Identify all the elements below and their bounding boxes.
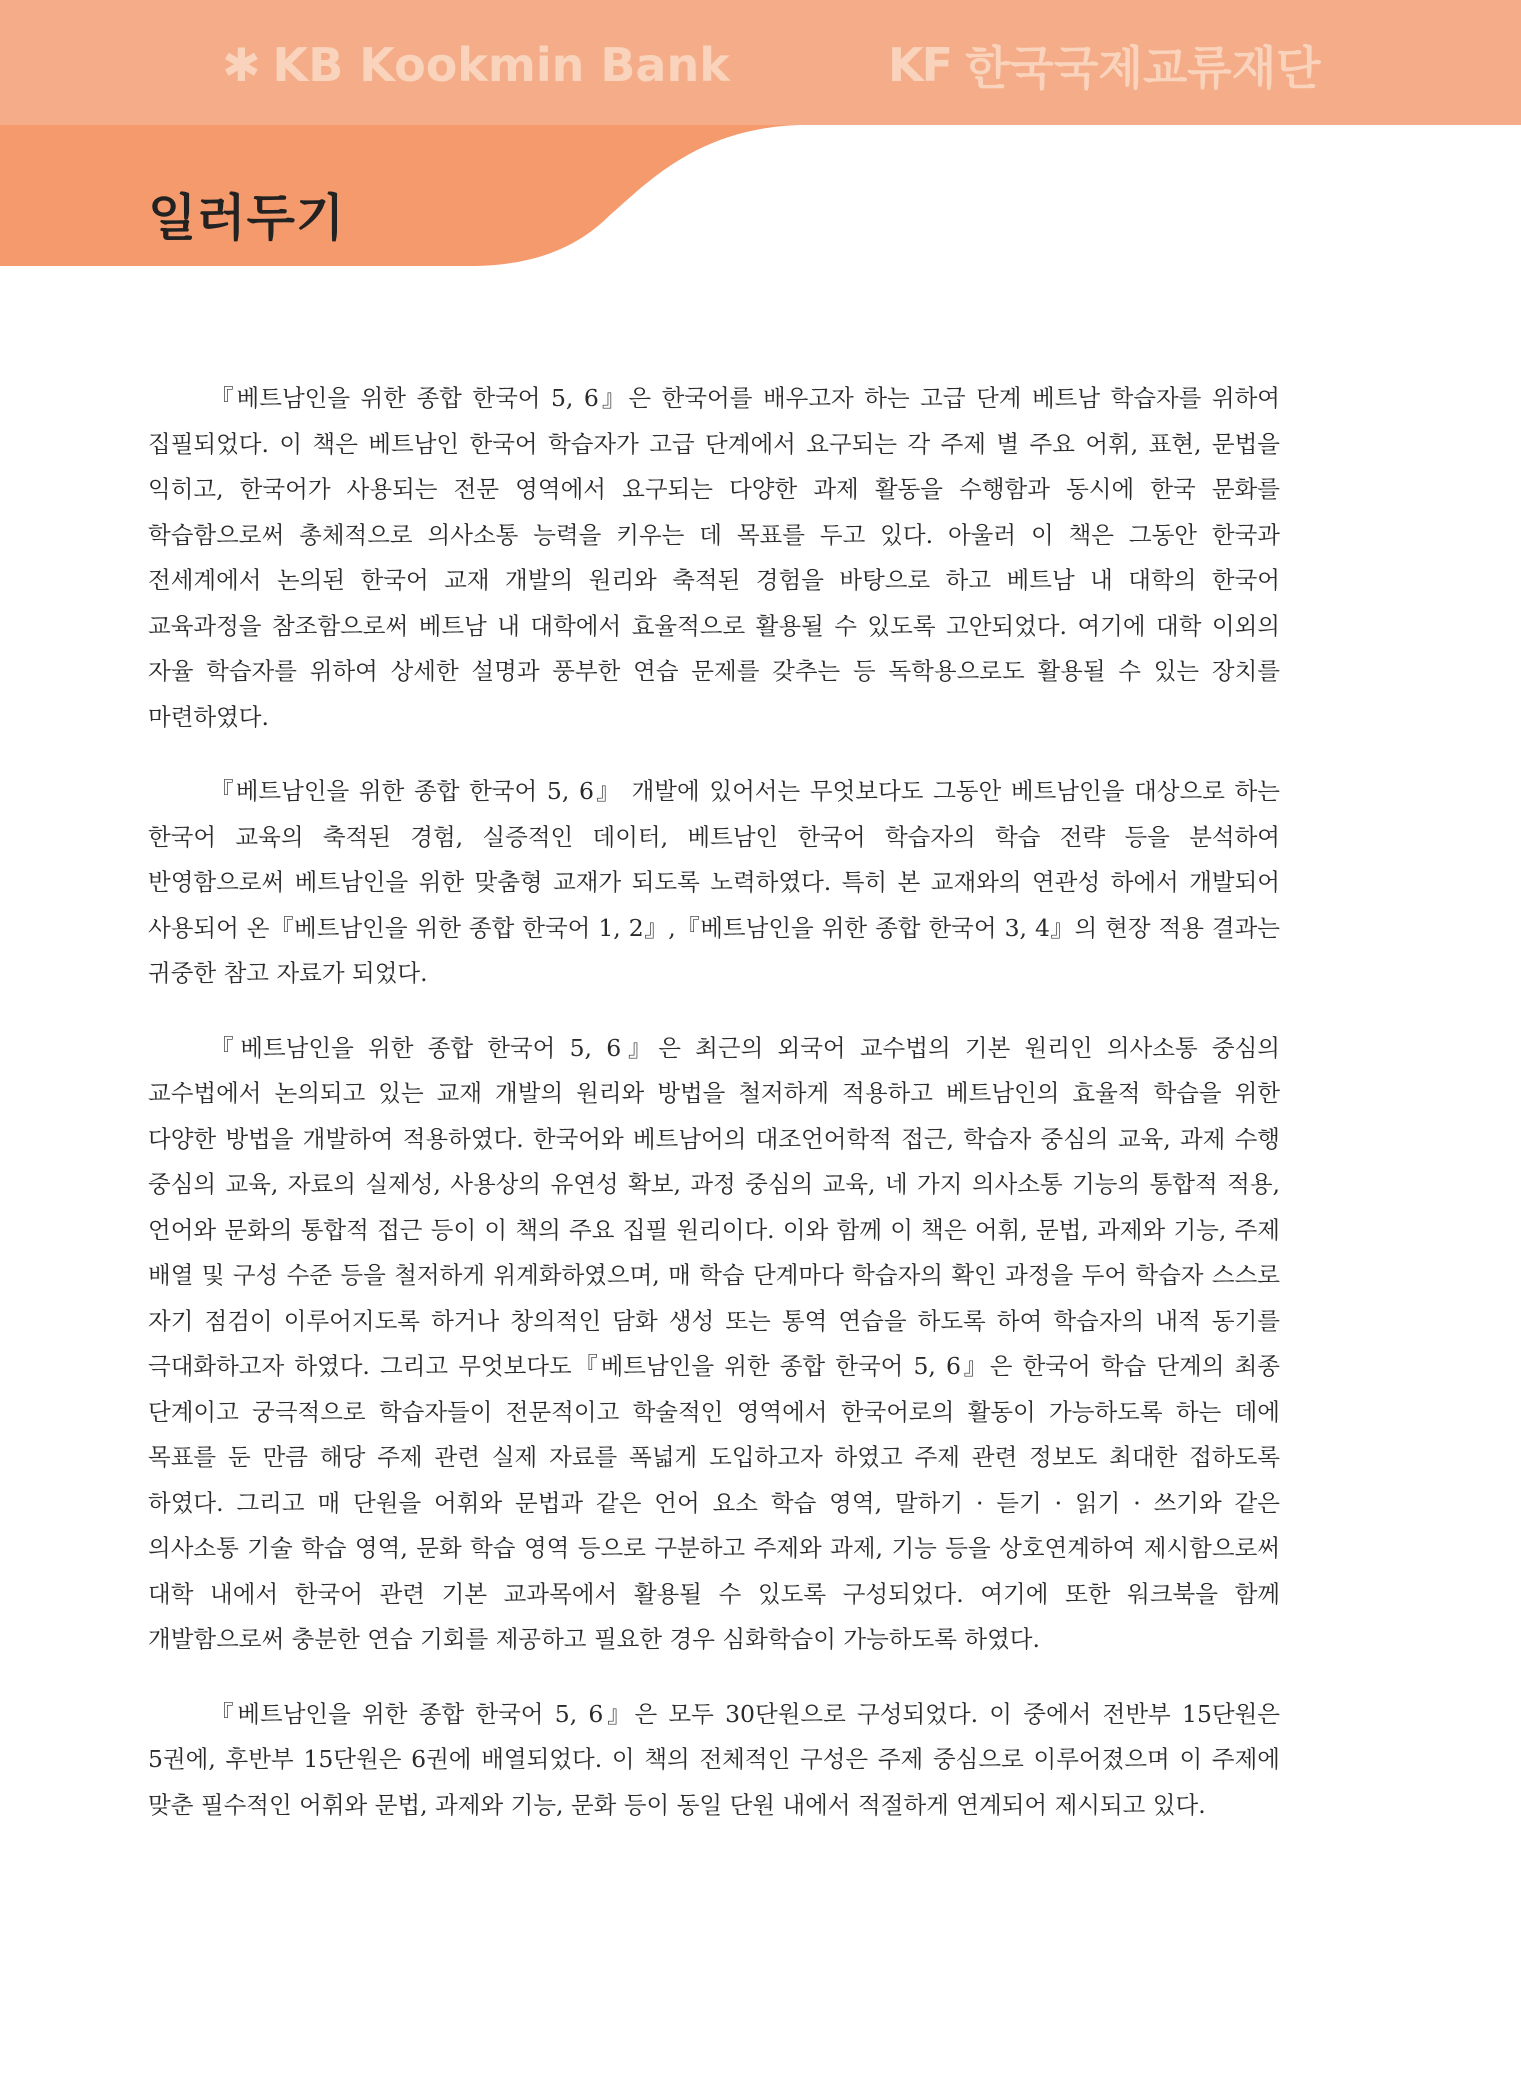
kb-star-icon: ✱ (222, 38, 259, 92)
paragraph-development: 『베트남인을 위한 종합 한국어 5, 6』 개발에 있어서는 무엇보다도 그동안 베트남인을 대상으로 하는 한국어 교육의 축적된 경험, 실증적인 데이터, 베트남인 한국어 학습자의 학습 전략 등을 분석하여 반영함으로써 베트남인을 위한 맞춤형 교재가 되도록 노력하였다. 특히 본 교재와의 연관성 하에서 개발되어 사용되어 온『베트남인을 위한 종합 한국어 1, 2』,『베트남인을 위한 종합 한국어 3, 4』의 현장 적용 결과는 귀중한 참고 자료가 되었다. (148, 777, 1280, 987)
page-title: 일러두기 (148, 189, 346, 247)
title-tab-shape (0, 125, 800, 266)
korea-foundation-logo (888, 38, 1321, 95)
kb-kookmin-bank-logo (222, 38, 730, 92)
kf-mark-icon: KF (888, 38, 952, 92)
paragraph-principles: 『베트남인을 위한 종합 한국어 5, 6』은 최근의 외국어 교수법의 기본 원리인 의사소통 중심의 교수법에서 논의되고 있는 교재 개발의 원리와 방법을 철저하게 적용하고 베트남인의 효율적 학습을 위한 다양한 방법을 개발하여 적용하였다. 한국어와 베트남어의 대조언어학적 접근, 학습자 중심의 교육, 과제 수행 중심의 교육, 자료의 실제성, 사용상의 유연성 확보, 과정 중심의 교육, 네 가지 의사소통 기능의 통합적 적용, 언어와 문화의 통합적 접근 등이 이 책의 주요 집필 원리이다. 이와 함께 이 책은 어휘, 문법, 과제와 기능, 주제 배열 및 구성 수준 등을 철저하게 위계화하였으며, 매 학습 단계마다 학습자의 확인 과정을 두어 학습자 스스로 자기 점검이 이루어지도록 하거나 창의적인 담화 생성 또는 통역 연습을 하도록 하여 학습자의 내적 동기를 극대화하고자 하였다. 그리고 무엇보다도『베트남인을 위한 종합 한국어 5, 6』은 한국어 학습 단계의 최종 단계이고 궁극적으로 학습자들이 전문적이고 학술적인 영역에서 한국어로의 활동이 가능하도록 하는 데에 목표를 둔 만큼 해당 주제 관련 실제 자료를 폭넓게 도입하고자 하였고 주제 관련 정보도 최대한 접하도록 하였다. 그리고 매 단원을 어휘와 문법과 같은 언어 요소 학습 영역, 말하기 · 듣기 · 읽기 · 쓰기와 같은 의사소통 기술 학습 영역, 문화 학습 영역 등으로 구분하고 주제와 과제, 기능 등을 상호연계하여 제시함으로써 대학 내에서 한국어 관련 기본 교과목에서 활용될 수 있도록 구성되었다. 여기에 또한 워크북을 함께 개발함으로써 충분한 연습 기회를 제공하고 필요한 경우 심화학습이 가능하도록 하였다. (148, 1033, 1280, 1653)
kb-kookmin-bank-wordmark: KB Kookmin Bank (272, 38, 730, 92)
korea-foundation-wordmark: 한국국제교류재단 (965, 41, 1321, 95)
paragraph-purpose: 『베트남인을 위한 종합 한국어 5, 6』은 한국어를 배우고자 하는 고급 단계 베트남 학습자를 위하여 집필되었다. 이 책은 베트남인 한국어 학습자가 고급 단계에서 요구되는 각 주제 별 주요 어휘, 표현, 문법을 익히고, 한국어가 사용되는 전문 영역에서 요구되는 다양한 과제 활동을 수행함과 동시에 한국 문화를 학습함으로써 총체적으로 의사소통 능력을 키우는 데 목표를 두고 있다. 아울러 이 책은 그동안 한국과 전세계에서 논의된 한국어 교재 개발의 원리와 축적된 경험을 바탕으로 하고 베트남 내 대학의 한국어 교육과정을 참조함으로써 베트남 내 대학에서 효율적으로 활용될 수 있도록 고안되었다. 여기에 대학 이외의 자율 학습자를 위하여 상세한 설명과 풍부한 연습 문제를 갖추는 등 독학용으로도 활용될 수 있는 장치를 마련하였다. (148, 384, 1280, 731)
body-text (148, 376, 1280, 1857)
paragraph-composition: 『베트남인을 위한 종합 한국어 5, 6』은 모두 30단원으로 구성되었다. 이 중에서 전반부 15단원은 5권에, 후반부 15단원은 6권에 배열되었다. 이 책의 전체적인 구성은 주제 중심으로 이루어졌으며 이 주제에 맞춘 필수적인 어휘와 문법, 과제와 기능, 문화 등이 동일 단원 내에서 적절하게 연계되어 제시되고 있다. (148, 1699, 1280, 1819)
